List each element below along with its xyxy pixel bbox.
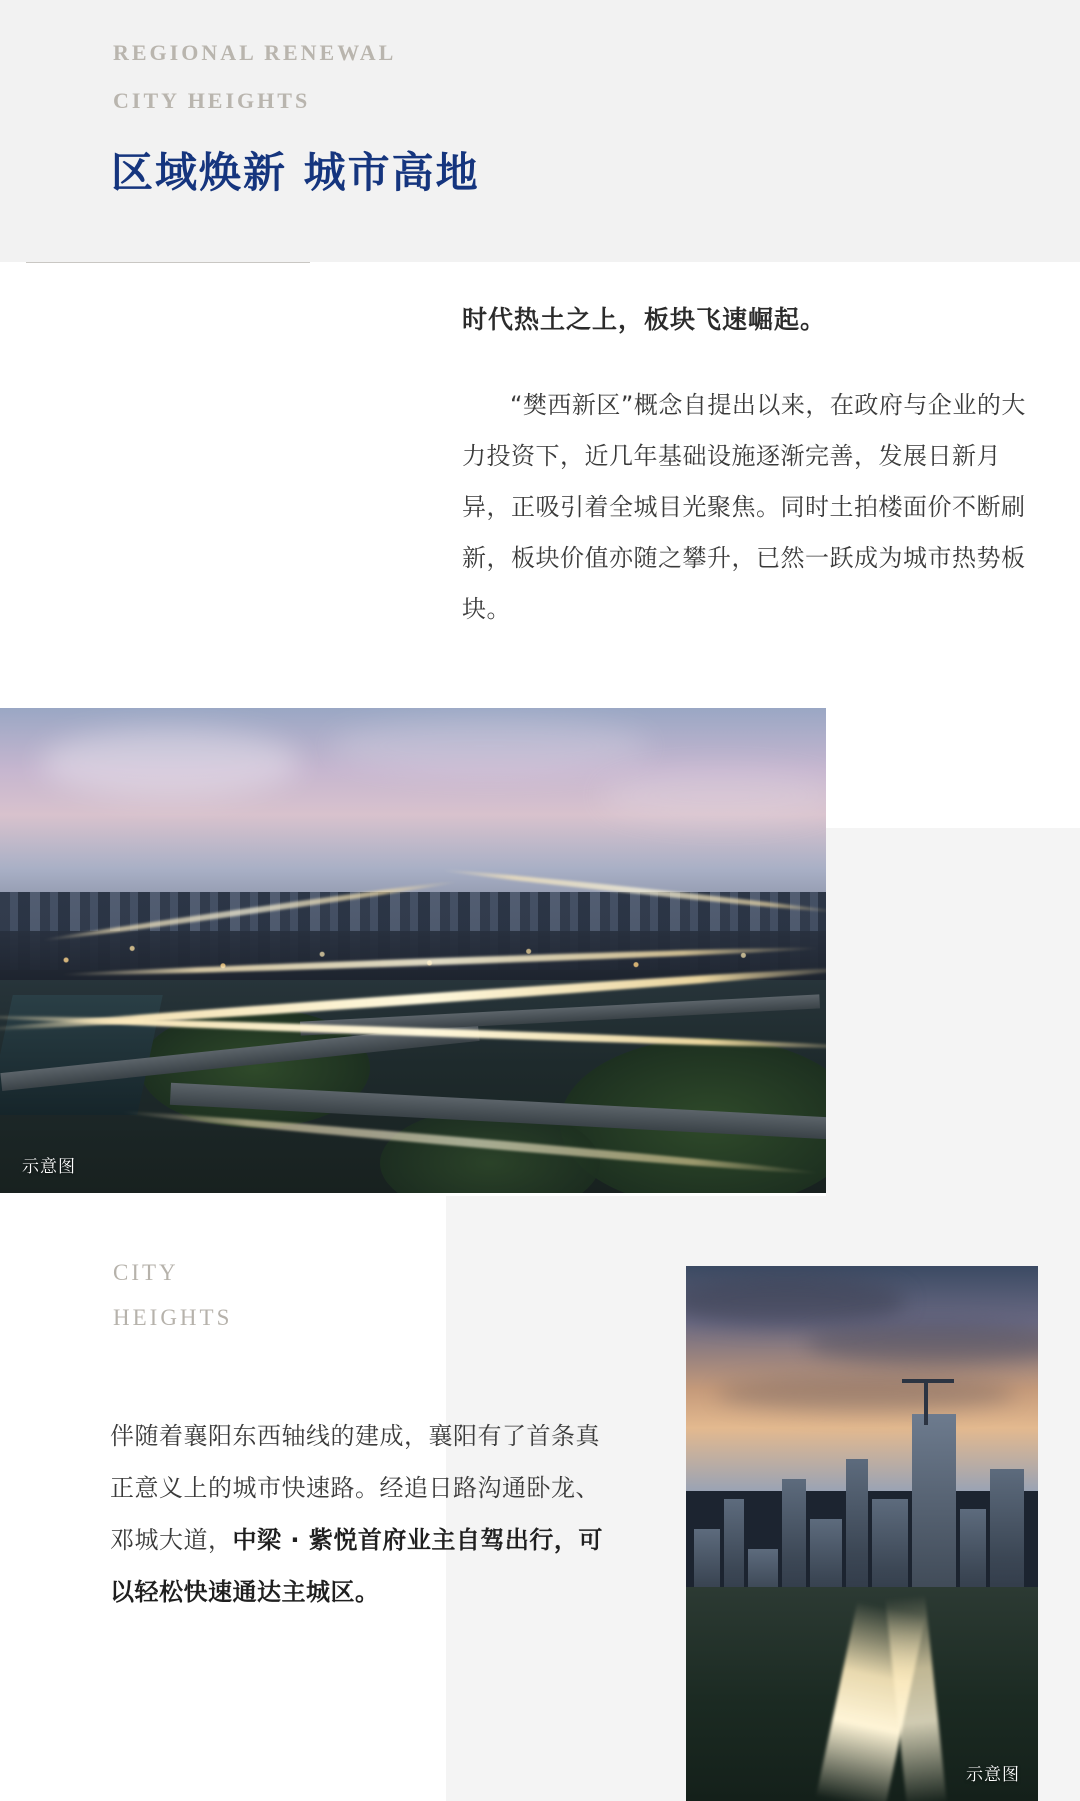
header-divider [26, 262, 310, 263]
header-eyebrow-line1: REGIONAL RENEWAL [113, 40, 397, 65]
cloud-shape [40, 728, 300, 798]
crane-shape [924, 1379, 928, 1425]
intro-paragraph: “樊西新区”概念自提出以来，在政府与企业的大力投资下，近几年基础设施逐渐完善，发展日新月异，正吸引着全城目光聚焦。同时土拍楼面价不断刷新，板块价值亦随之攀升，已然一跃成为城市热势板块。 [462, 391, 1026, 623]
section2-paragraph-bold: 中梁 · 紫悦首府业主自驾出行，可以轻松快速通达主城区。 [110, 1526, 603, 1606]
crane-shape [902, 1379, 954, 1383]
photo-caption: 示意图 [966, 1765, 1020, 1785]
section2-paragraph-prefix: 伴随着襄阳东西轴线的建成，襄阳有了首条真正意义上的城市快速路。经追日路沟通卧龙、邓城大道， [110, 1422, 600, 1554]
section2-paragraph [110, 1410, 610, 1618]
cloud-shape [330, 716, 650, 776]
section2-eyebrow-line1: CITY [113, 1260, 179, 1285]
section2-eyebrow-line2: HEIGHTS [113, 1305, 233, 1330]
photo-caption: 示意图 [22, 1157, 76, 1177]
river-shape [0, 995, 163, 1115]
highway-interchange-photo [0, 708, 826, 1193]
header-eyebrow-line2: CITY HEIGHTS [113, 88, 311, 113]
page-title: 区域焕新 城市高地 [111, 148, 480, 197]
intro-lead-text: 时代热土之上，板块飞速崛起。 [462, 305, 827, 334]
city-skyline-photo [686, 1266, 1038, 1801]
cloud-shape [600, 768, 826, 823]
